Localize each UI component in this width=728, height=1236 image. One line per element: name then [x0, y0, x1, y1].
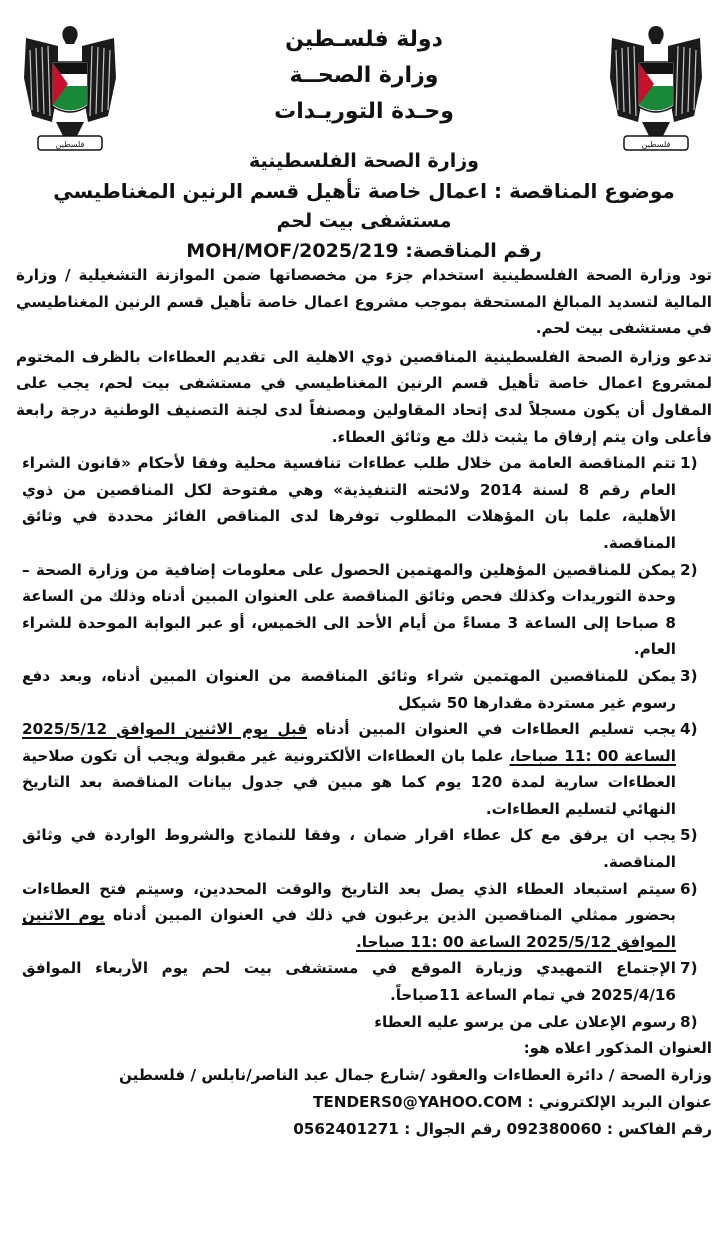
list-item: [16, 1009, 712, 1036]
tender-subject: موضوع المناقصة : اعمال خاصة تأهيل قسم الرنين المغناطيسي: [53, 179, 675, 203]
intro-paragraph-2: تدعو وزارة الصحة الفلسطينية المناقصين ذوي الاهلية الى تقديم العطاءات بالظرف المختوم لمشروع اعمال خاصة تأهيل قسم الرنين المغناطيسي في مستشفى بيت لحم، يجب على المقاول أن يكون مسجلاً لدى إتحاد المقاولين ومصنفاً لدى لجنة التصنيف الوطنية درجة رابعة فأعلى وان يتم إرفاق ما يثبت ذلك مع وثائق العطاء.: [16, 347, 712, 446]
letterhead: [120, 22, 608, 130]
list-item-text: [16, 716, 676, 822]
list-item-text: [16, 876, 676, 956]
list-item-number: 6): [680, 879, 698, 898]
address-label: العنوان المذكور اعلاه هو:: [523, 1039, 712, 1058]
submission-intro: يجب تسليم العطاءات في العنوان المبين أدناه: [307, 720, 676, 739]
list-item: [16, 663, 712, 716]
opening-date: يوم الاثنين الموافق 2025/5/12 الساعة 00 :11 صباحا.: [22, 906, 676, 951]
list-item-text: تتم المناقصة العامة من خلال طلب عطاءات تنافسية محلية وفقا لأحكام «قانون الشراء العام رقم 8 لسنة 2014 ولائحته التنفيذية» وهي مفتوحة لكل المناقصين من ذوي الأهلية، علما بان المؤهلات المطلوب توفرها لدى المناقص الفائز محددة في وثائق المناقصة.: [22, 454, 676, 552]
intro-paragraph-1: تود وزارة الصحة الفلسطينية استخدام جزء من مخصصاتها ضمن الموازنة التشغيلية / وزارة المالية لتسديد المبالغ المستحقة بموجب مشروع اعمال خاصة تأهيل قسم الرنين المغناطيسي في مستشفى بيت لحم.: [16, 266, 712, 338]
unit-name: وحـدة التوريـدات: [274, 99, 454, 124]
list-item: [16, 557, 712, 663]
address: وزارة الصحة / دائرة العطاءات والعقود /شارع جمال عبد الناصر/نابلس / فلسطين: [118, 1066, 712, 1085]
submission-deadline: قبل يوم الاثنين الموافق 2025/5/12 الساعة 00 :11 صباحا،: [22, 720, 676, 765]
emblem-caption-right: فلسطين: [641, 140, 671, 149]
title-block: [20, 146, 708, 266]
submission-conditions: علما بان العطاءات الألكترونية غير مقبولة ويجب أن تكون صلاحية العطاءات سارية لمدة 120 يوم كما هو مبين في جدول بيانات المناقصة بعد التاريخ النهائي لتسليم العطاءات.: [22, 746, 676, 818]
mobile-label: رقم الجوال :: [404, 1119, 502, 1138]
list-item-number: 7): [680, 959, 698, 978]
list-item: [16, 450, 712, 556]
title-ministry: وزارة الصحة الفلسطينية: [249, 150, 479, 172]
list-item: [16, 822, 712, 875]
list-item: [16, 876, 712, 956]
ministry-name: وزارة الصحــة: [289, 63, 439, 88]
list-item-number: 5): [680, 826, 698, 845]
contact-footer: [16, 1035, 712, 1142]
opening-intro: سيتم استبعاد العطاء الذي يصل بعد التاريخ والوقت المحددين، وسيتم فتح العطاءات بحضور ممثلي المناقصين الذين يرغبون في ذلك في العنوان المبين أدناه: [22, 879, 676, 925]
emblem-caption-left: فلسطين: [55, 140, 85, 149]
tender-number: MOH/MOF/2025/219: [186, 240, 399, 262]
list-item: [16, 716, 712, 822]
list-item-text: رسوم الإعلان على من يرسو عليه العطاء: [374, 1012, 676, 1031]
state-name: دولة فلسـطين: [285, 27, 443, 52]
list-item: [16, 955, 712, 1008]
palestine-eagle-emblem-right: [608, 18, 704, 162]
list-item-text: يمكن للمناقصين المهتمين شراء وثائق المناقصة من العنوان المبين أدناه، وبعد دفع رسوم غير مستردة مقدارها 50 شيكل: [22, 666, 676, 712]
email-line: [16, 1089, 712, 1116]
list-item-number: 8): [680, 1012, 698, 1031]
list-item-number: 4): [680, 720, 698, 739]
mobile-number[interactable]: 0562401271: [293, 1119, 399, 1138]
list-item-text: يجب ان يرفق مع كل عطاء اقرار ضمان ، وفقا للنماذج والشروط الواردة في وثائق المناقصة.: [22, 826, 676, 872]
list-item-text: يمكن للمناقصين المؤهلين والمهتمين الحصول على معلومات إضافية من وزارة الصحة – وحدة التوريدات وكذلك فحص وثائق المناقصة على العنوان المبين أدناه وذلك من الساعة 8 صباحا إلى الساعة 3 مساءً من أيام الأحد الى الخميس، أو عبر البوابة الموحدة للشراء العام.: [22, 560, 676, 659]
fax-number: 092380060: [506, 1119, 602, 1138]
email-label: عنوان البريد الإلكتروني :: [527, 1092, 712, 1111]
fax-label: رقم الفاكس :: [606, 1119, 712, 1138]
list-item-number: 3): [680, 666, 698, 685]
palestine-eagle-emblem-left: [22, 18, 118, 162]
list-item-text: الإجتماع التمهيدي وزيارة الموقع في مستشفى بيت لحم يوم الأربعاء الموافق 2025/4/16 في تمام الساعة 11صباحاً.: [22, 959, 676, 1005]
hospital-name: مستشفى بيت لحم: [276, 210, 452, 232]
conditions-list: [16, 450, 712, 1035]
phone-line: [16, 1116, 712, 1143]
list-item-number: 2): [680, 560, 698, 579]
notice-body: [16, 262, 712, 1142]
email-address[interactable]: TENDERS0@YAHOO.COM: [313, 1092, 523, 1111]
list-item-number: 1): [680, 454, 698, 473]
tender-number-label: رقم المناقصة:: [405, 240, 542, 262]
